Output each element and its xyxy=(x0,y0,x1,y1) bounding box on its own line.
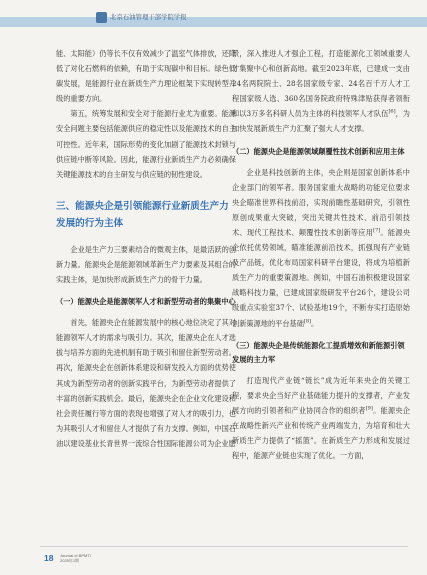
page-footer xyxy=(0,546,427,575)
paragraph-text: 。 xyxy=(310,318,319,328)
paragraph-text: 。能源央企依托优势领域，瞄准能源前沿技术，抓强现有产业链及产品链，优化布局国家科研平台建设，将成为培植新质生产力的重要策源地。例如，中国石油积极建设国家战略科技力量，已建成国家级研发平台26个，建设公司级重点实验室37个、试验基地19个，不断夯实打造原始创新策源地的平台基础 xyxy=(232,227,410,328)
section-title: 三、能源央企是引领能源行业新质生产力发展的行为主体 xyxy=(56,200,229,229)
paragraph: 首先，能源央企在能源发展中的核心地位决定了其对能源领军人才的需求与吸引力。其次，能源央企在人才选拔与培养方面的先进机制有助于吸引和留住新型劳动者。再次，能源央企在创新体系建设和研发投入方面的优势使其成为新型劳动者的创新实践平台，为新型劳动者提供了丰富的创新实践机会。最后，能源央企在企业文化建设和社会责任履行等方面的表现也增强了对人才的吸引力，也为其吸引人才和留住人才提供了有力支撑。例如，中国石油以建设基业长青世界一流综合性国际能源公司为企业愿 xyxy=(56,318,236,448)
subsection-title: （二）能源央企是能源领域颠覆性技术创新和应用主体 xyxy=(232,146,405,156)
subsection-title: （三）能源央企是传统能源化工提质增效和新能源引领发展的主力军 xyxy=(232,340,405,364)
paragraph xyxy=(232,165,410,331)
page-number: 18 xyxy=(44,553,54,563)
left-column xyxy=(56,46,236,451)
paragraph xyxy=(232,373,410,464)
footer-divider xyxy=(40,546,408,547)
journal-issue: 2025年1期 xyxy=(60,558,80,563)
citation-ref[interactable]: [6] xyxy=(388,108,396,115)
citation-ref[interactable]: [7] xyxy=(373,227,381,234)
journal-logo-icon xyxy=(96,12,107,23)
paragraph-text: 打造现代产业链“链长”成为近年来央企的关键工程，要求央企当好产业基础能力提升的支撑者，产业发展方向的引领者和产业协同合作的组织者 xyxy=(232,375,410,415)
paragraph-text: 。能源央企在战略性新兴产业和传统产业两端发力，为培育和壮大新质生产力提供了“摇篮”。在新质生产力形成和发展过程中，能源产业链也实现了优化。一方面， xyxy=(232,405,410,461)
page-header xyxy=(0,0,427,40)
paragraph xyxy=(232,46,410,137)
paragraph: 能、太阳能）仍等长不仅有效减少了温室气体排放，还降低了对化石燃料的依赖，有助于实现碳中和目标。绿色低碳发展，是能源行业在新质生产力理论框架下实现转型升级的重要方向。 xyxy=(56,49,236,104)
header-band xyxy=(0,17,427,27)
paragraph-text: 企业是科技创新的主体，央企则是国家创新体系中企业部门的领军者。服务国家重大战略的功能定位要求央企瞄准世界科技前沿，实现前瞻性基础研究，引领性原创成果重大突破，突出关键共性技术、前沿引领技术、现代工程技术、颠覆性技术创新等应用 xyxy=(232,167,410,237)
right-column xyxy=(232,46,410,463)
journal-name-footer xyxy=(60,553,91,563)
subsection-title: （一）能源央企是能源领军人才和新型劳动者的集聚中心 xyxy=(56,297,236,307)
paragraph-text: 景，深入推进人才强企工程，打造能源化工领域重要人才集聚中心和创新高地。截至2023年底，已建成一支由24名两院院士、28名国家级专家、24名百千万人才工程国家级人选、360名国务院政府特殊津贴获得者领衔和以3万多名科研人员为主体的科技领军人才队伍 xyxy=(232,49,410,119)
citation-ref[interactable]: [8] xyxy=(303,318,311,325)
journal-name-en: Journal of BPMTI xyxy=(60,553,91,558)
paragraph: 第五，统筹发展和安全对于能源行业尤为重要。能源安全问题主要包括能源供应的稳定性以及能源技术的自主可控性。近年来，国际形势的变化加剧了能源技术封锁与供应链中断等风险。因此，能源行业新质生产力必须确保关键能源技术的自主研发与供应链的韧性建设。 xyxy=(56,109,236,179)
paragraph: 企业是生产力三要素结合的微观主体，是最活跃的创新力量。能源央企是能源领域革新生产力要素及其组合的实践主体，是加快形成新质生产力的骨干力量。 xyxy=(56,244,236,285)
paragraph-text: ，为加快发展新质生产力汇聚了强大人才支撑。 xyxy=(232,109,410,134)
citation-ref[interactable]: [9] xyxy=(365,405,373,412)
journal-title: 北京石油管理干部学院学报 xyxy=(110,13,187,21)
